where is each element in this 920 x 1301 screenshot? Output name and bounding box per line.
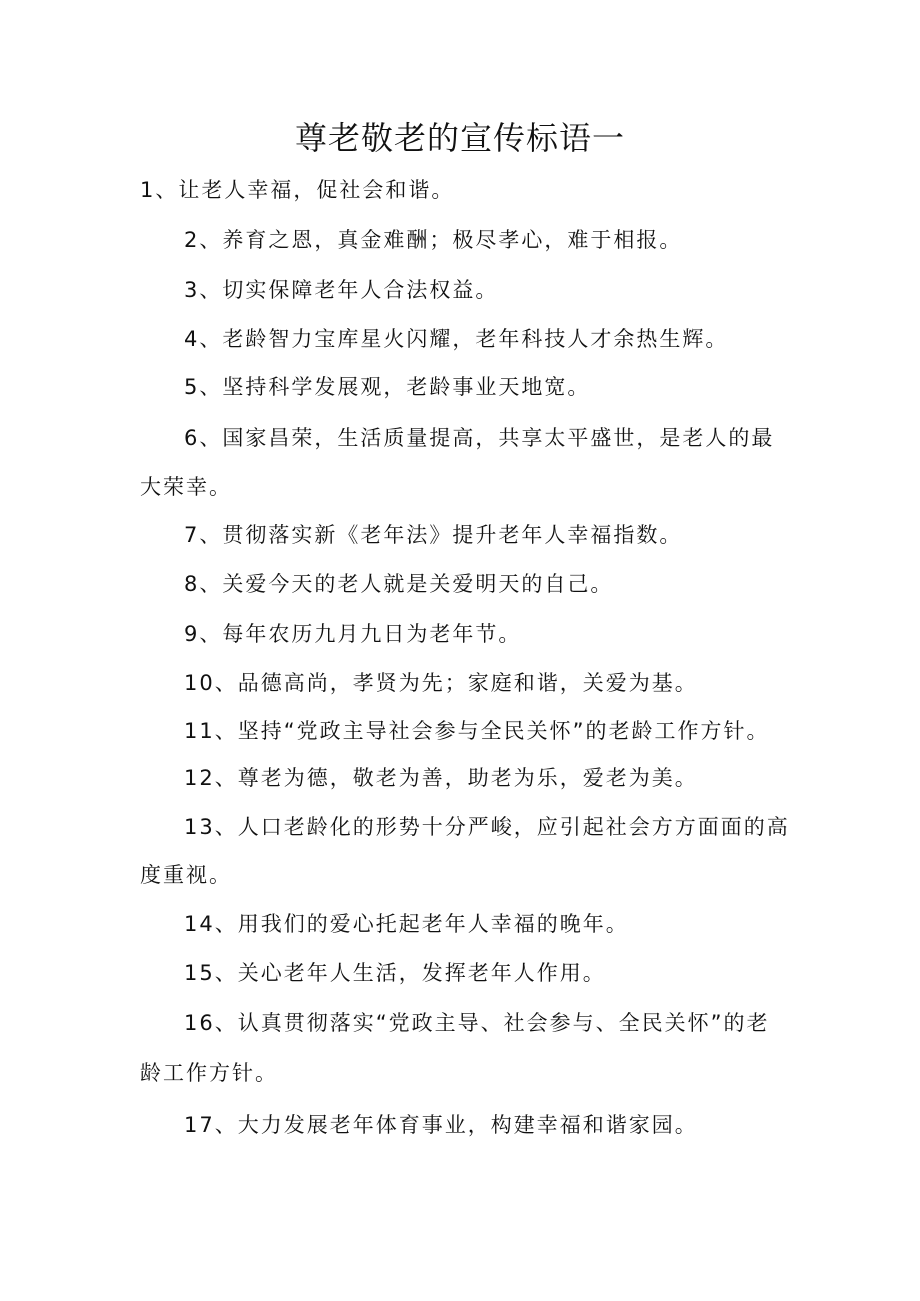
slogan-line-6: 6、国家昌荣，生活质量提高，共享太平盛世，是老人的最 [184, 426, 775, 450]
slogan-line-10: 10、品德高尚，孝贤为先；家庭和谐，关爱为基。 [184, 671, 698, 695]
slogan-line-13: 13、人口老龄化的形势十分严峻，应引起社会方方面面的高 [184, 815, 790, 839]
slogan-line-17: 17、大力发展老年体育事业，构建幸福和谐家园。 [184, 1113, 698, 1137]
page-title: 尊老敬老的宣传标语一 [294, 119, 625, 157]
slogan-line-15: 15、关心老年人生活，发挥老年人作用。 [184, 961, 606, 985]
slogan-line-3: 3、切实保障老年人合法权益。 [184, 278, 499, 302]
slogan-line-8: 8、关爱今天的老人就是关爱明天的自己。 [184, 572, 614, 596]
slogan-line-2: 2、养育之恩，真金难酬；极尽孝心，难于相报。 [184, 228, 683, 252]
slogan-line-7: 7、贯彻落实新《老年法》提升老年人幸福指数。 [184, 523, 683, 547]
slogan-line-9: 9、每年农历九月九日为老年节。 [184, 622, 522, 646]
slogan-line-4: 4、老龄智力宝库星火闪耀，老年科技人才余热生辉。 [184, 327, 729, 351]
slogan-line-6-cont: 大荣幸。 [140, 475, 232, 499]
slogan-line-14: 14、用我们的爱心托起老年人幸福的晚年。 [184, 912, 629, 936]
slogan-line-16: 16、认真贯彻落实“党政主导、社会参与、全民关怀”的老 [184, 1011, 770, 1035]
slogan-line-5: 5、坚持科学发展观，老龄事业天地宽。 [184, 375, 591, 399]
slogan-line-1: 1、让老人幸福，促社会和谐。 [140, 178, 455, 202]
slogan-line-12: 12、尊老为德，敬老为善，助老为乐，爱老为美。 [184, 766, 698, 790]
slogan-line-13-cont: 度重视。 [140, 863, 232, 887]
slogan-line-11: 11、坚持“党政主导社会参与全民关怀”的老龄工作方针。 [184, 719, 770, 743]
slogan-line-16-cont: 龄工作方针。 [140, 1061, 278, 1085]
